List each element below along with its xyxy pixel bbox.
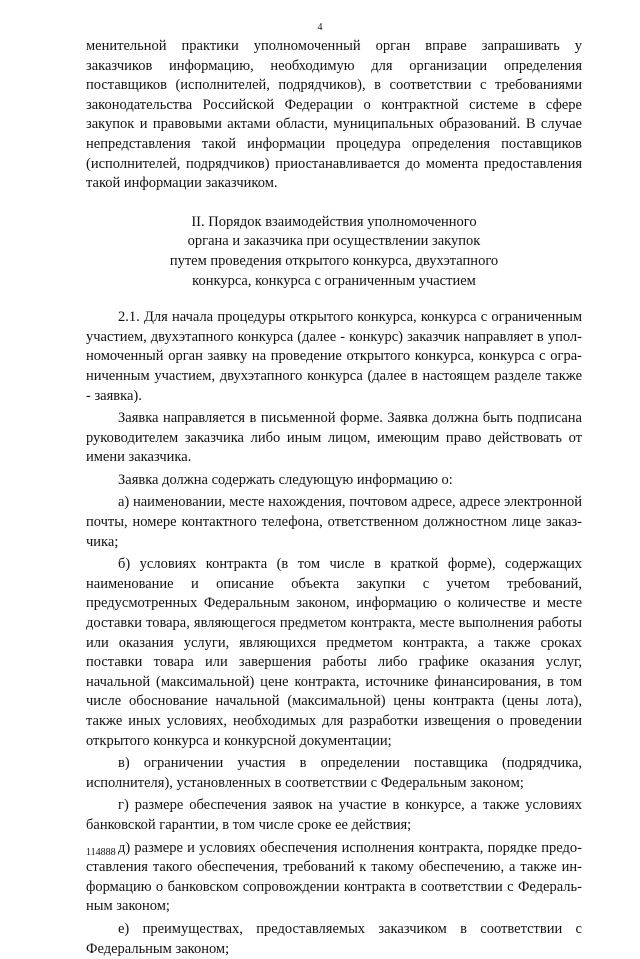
list-item-e: е) преимуществах, предоставляемых заказчиком в соответствии с Федеральным законом; — [86, 920, 582, 957]
paragraph-info-intro: Заявка должна содержать следующую информацию о: — [118, 471, 453, 488]
document-body — [86, 37, 582, 959]
paragraph-written-form: Заявка направляется в письменной форме. Заявка должна быть подписана руководителем заказчика либо иным лицом, имеющим право действовать от имени заказчика. — [86, 410, 582, 466]
list-item-b: б) условиях контракта (в том числе в краткой форме), содержащих наименование и описание объекта закупки с учетом требований, предусмотренных Федеральным законом, информацию о количестве и месте доставки товара, являющегося предметом контракта, месте выполнения работы или оказания услуги, являющихся предметом контракта, а также сроках поставки товара или завершения работы либо графике оказания услуг, начальной (максимальной) цене контракта, источнике финансирования, в том числе обоснование начальной (максимальной) цены контракта (цены лота), также иных условиях, необходимых для разработки извещения о проведении открытого конкурса и конкурсной документации; — [86, 556, 582, 749]
list-item-a: а) наименовании, месте нахождения, почтовом адресе, адресе электронной почты, номере контактного телефона, ответственном должностном лице заказчика; — [86, 494, 582, 550]
document-code: 114888 — [86, 847, 116, 858]
list-item-v: в) ограничении участия в определении поставщика (подрядчика, исполнителя), установленных в соответствии с Федеральным законом; — [86, 755, 582, 791]
section-heading-line: конкурса, конкурса с ограниченным участием — [192, 272, 476, 289]
list-item-g: г) размере обеспечения заявок на участие в конкурсе, а также условиях банковской гарантии, в том числе сроке ее действия; — [86, 797, 582, 833]
section-heading-line: органа и заказчика при осуществлении закупок — [187, 233, 481, 250]
section-heading — [86, 213, 582, 291]
paragraph-2-1: 2.1. Для начала процедуры открытого конкурса, конкурса с ограниченным участием, двухэтапного конкурса (далее - конкурс) заказчик направляет в уполномоченный орган заявку на проведение открытого конкурса, конкурса с ограниченным участием, двухэтапного конкурса (далее в настоящем разделе также - заявка). — [86, 309, 582, 404]
section-heading-line: путем проведения открытого конкурса, двухэтапного — [169, 252, 499, 269]
page-number: 4 — [317, 22, 323, 33]
section-heading-line: II. Порядок взаимодействия уполномоченного — [191, 213, 477, 230]
paragraph-continuation: менительной практики уполномоченный орган вправе запрашивать у заказчиков информацию, необходимую для организации определения поставщиков (исполнителей, подрядчиков), в соответствии с требованиями законодательства Российской Федерации о контрактной системе в сфере закупок и правовыми актами области, муниципальных образований. В случае непредставления такой информации процедура определения поставщиков (исполнителей, подрядчиков) приостанавливается до момента предоставления такой информации заказчиком. — [86, 38, 582, 192]
list-item-d: д) размере и условиях обеспечения исполнения контракта, порядке предоставления такого обеспечения, требований к такому обеспечению, а также информацию о банковском сопровождении контракта в соответствии с Федеральным законом; — [86, 839, 582, 915]
